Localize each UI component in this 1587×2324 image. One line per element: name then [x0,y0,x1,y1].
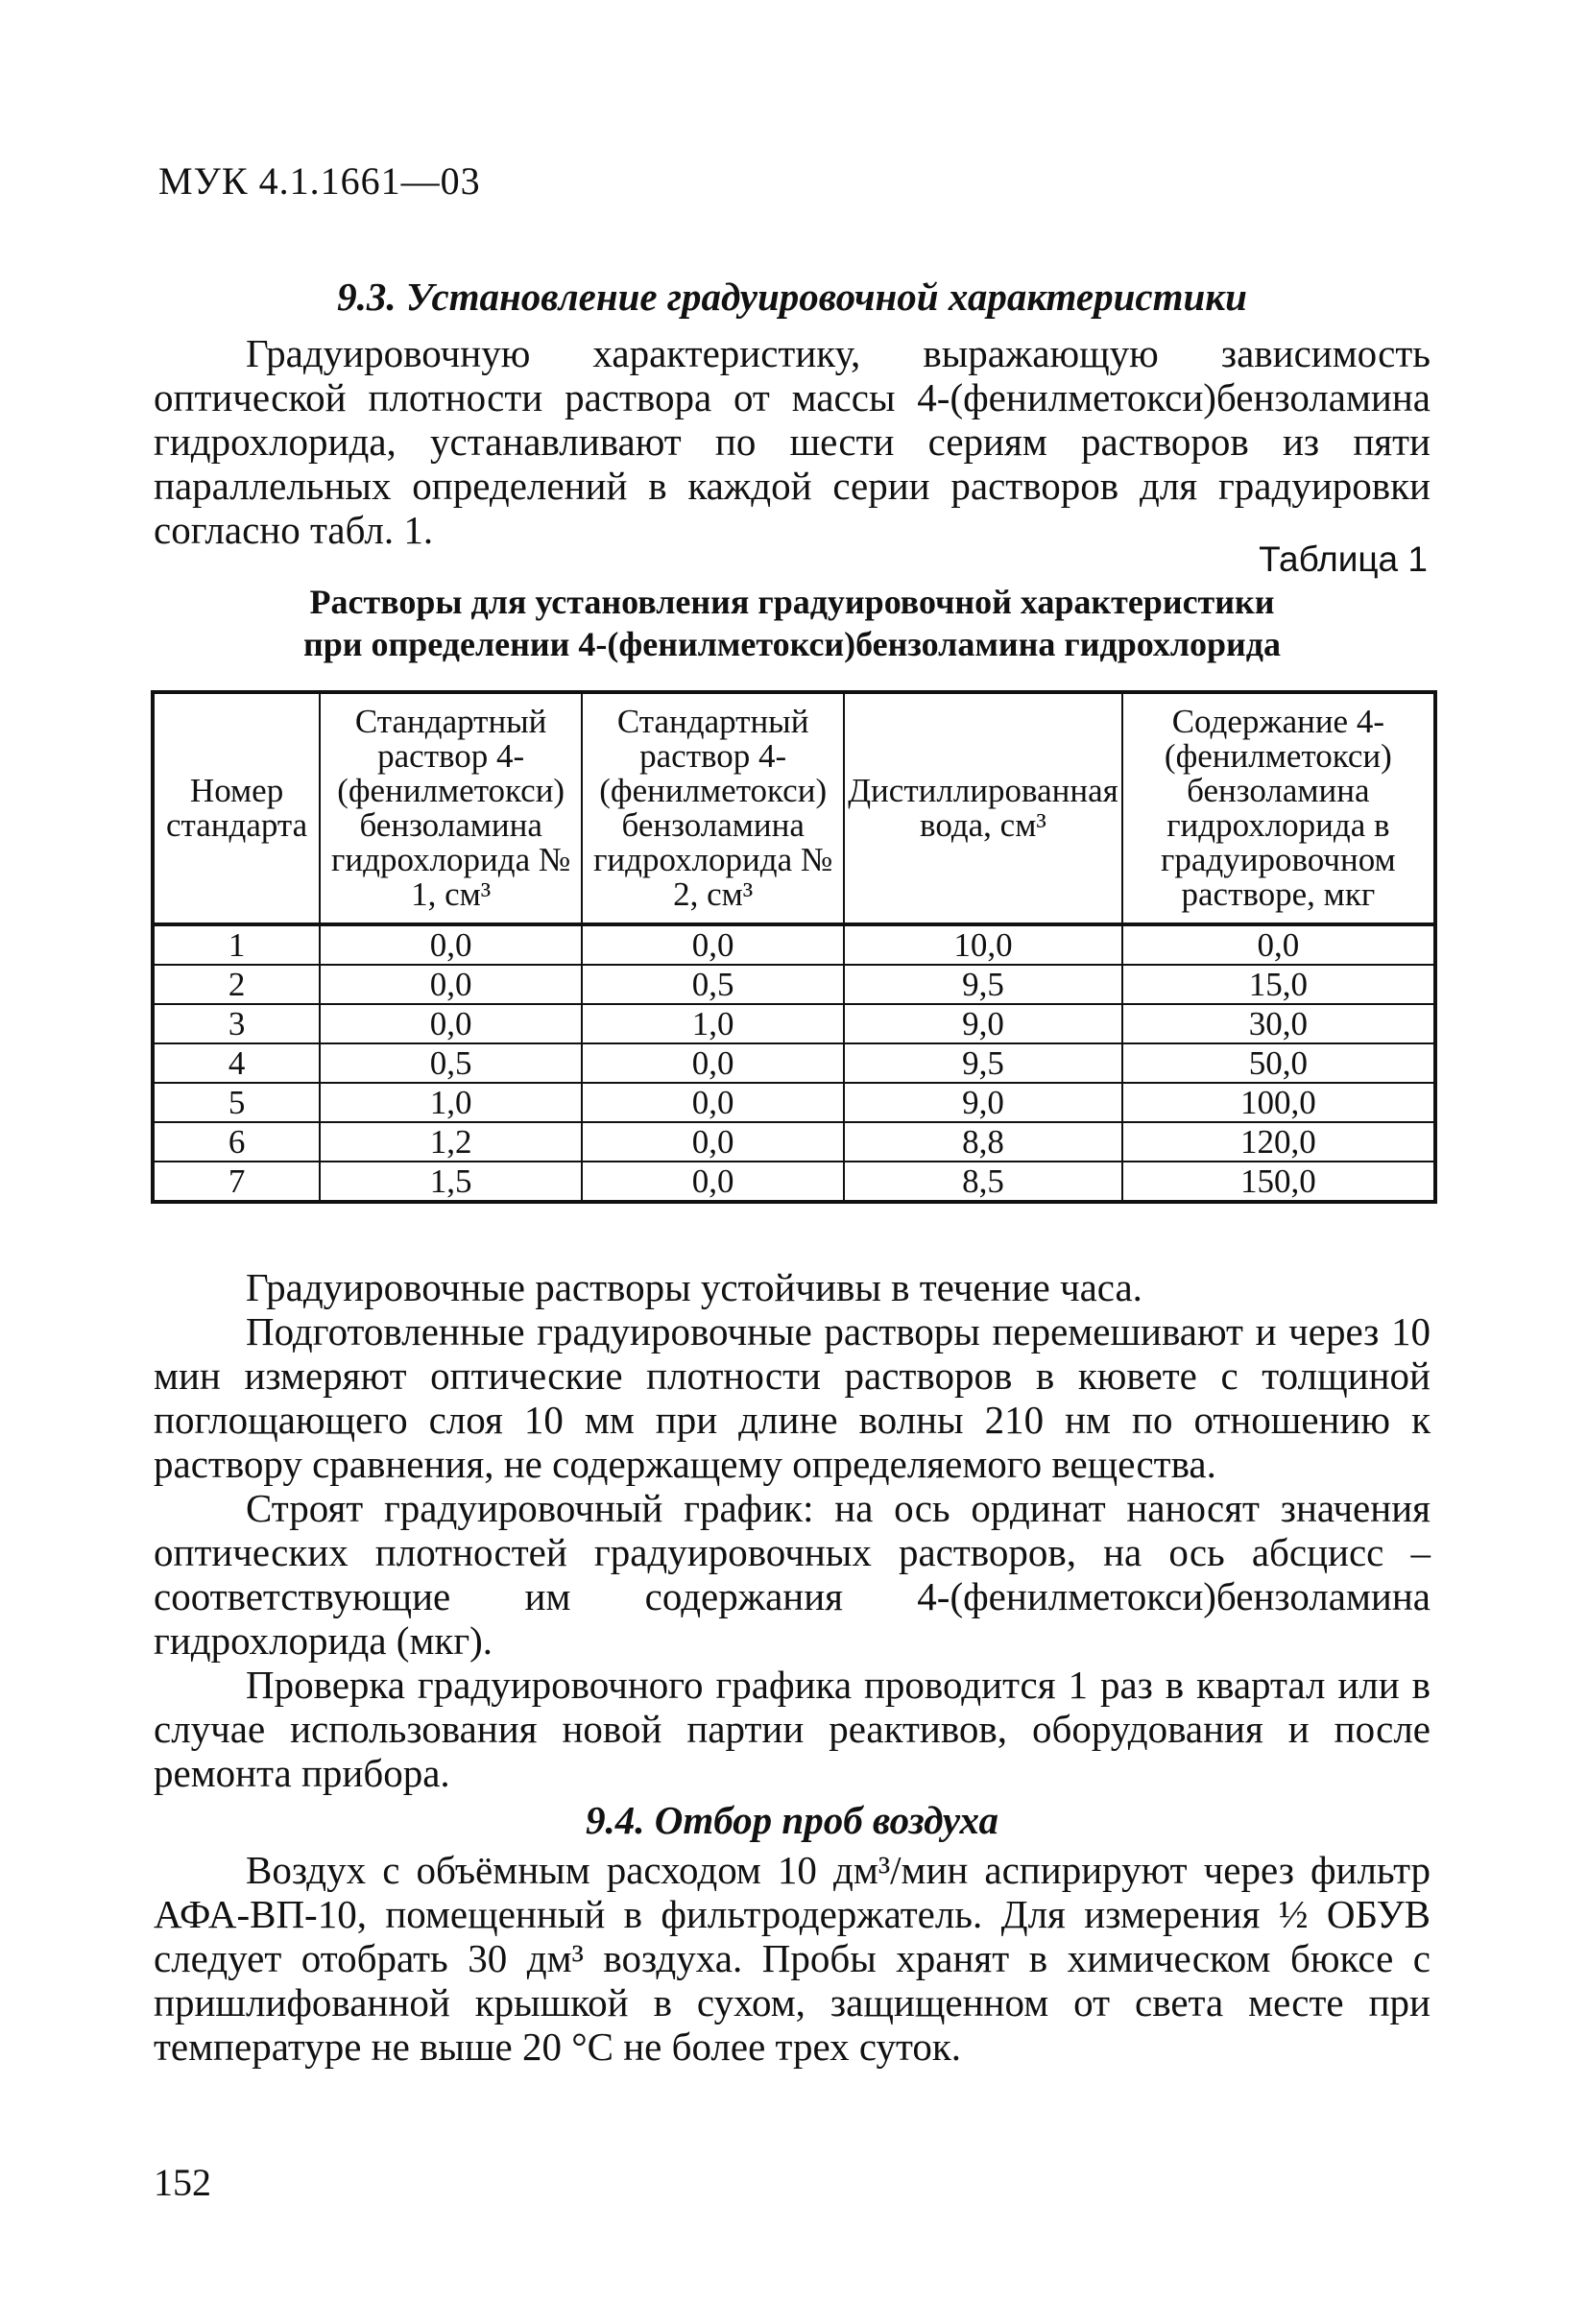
section-9-3-paragraph: Градуировочную характеристику, выражающую зависимость оптической плотности раствора от массы 4-(фенилметокси)бензоламина гидрохлорида, устанавливают по шести сериям растворов из пяти параллельных определений в каждой серии растворов для градуировки согласно табл. 1. [154,331,1431,552]
header-distilled-water: Дистиллированная вода, см³ [844,692,1122,924]
cell-solution-1: 1,2 [320,1122,582,1162]
table-row [153,1162,1435,1202]
cell-solution-1: 0,0 [320,924,582,965]
calibration-graph-paragraph: Строят градуировочный график: на ось ординат наносят значения оптических плотностей градуировочных растворов, на ось абсцисс – соответствующие им содержания 4-(фенилметокси)бензоламина гидрохлорида (мкг). [154,1486,1431,1663]
table-label: Таблица 1 [1259,539,1428,579]
cell-solution-1: 0,0 [320,965,582,1004]
cell-solution-2: 0,0 [582,1122,844,1162]
header-standard-number: Номер стандарта [153,692,320,924]
section-9-3-heading: 9.3. Установление градуировочной характеристики [337,275,1247,319]
table-row [153,965,1435,1004]
table-row [153,1122,1435,1162]
document-code: МУК 4.1.1661—03 [158,159,481,203]
measurement-paragraph: Подготовленные градуировочные растворы перемешивают и через 10 мин измеряют оптические плотности растворов в кювете с толщиной поглощающего слоя 10 мм при длине волны 210 нм по отношению к раствору сравнения, не содержащему определяемого вещества. [154,1309,1431,1486]
header-standard-solution-1: Стандартный раствор 4-(фенилметокси) бензоламина гидрохлорида № 1, см³ [320,692,582,924]
table-caption-line-1: Растворы для установления градуировочной характеристики [309,583,1275,621]
table-row [153,1004,1435,1043]
cell-water: 8,8 [844,1122,1122,1162]
cell-water: 8,5 [844,1162,1122,1202]
cell-content: 50,0 [1122,1043,1435,1083]
header-standard-solution-2: Стандартный раствор 4-(фенилметокси) бензоламина гидрохлорида № 2, см³ [582,692,844,924]
header-content: Содержание 4-(фенилметокси) бензоламина гидрохлорида в градуировочном растворе, мкг [1122,692,1435,924]
cell-standard-number: 1 [153,924,320,965]
cell-solution-1: 1,0 [320,1083,582,1122]
graph-check-paragraph: Проверка градуировочного графика проводится 1 раз в квартал или в случае использования новой партии реактивов, оборудования и после ремонта прибора. [154,1663,1431,1795]
calibration-table [151,690,1437,1204]
cell-standard-number: 3 [153,1004,320,1043]
cell-content: 30,0 [1122,1004,1435,1043]
table-row [153,1043,1435,1083]
cell-standard-number: 4 [153,1043,320,1083]
table-row [153,924,1435,965]
cell-solution-2: 0,0 [582,924,844,965]
cell-solution-1: 0,5 [320,1043,582,1083]
cell-solution-1: 0,0 [320,1004,582,1043]
cell-content: 15,0 [1122,965,1435,1004]
cell-water: 9,0 [844,1083,1122,1122]
section-9-4-paragraph: Воздух с объёмным расходом 10 дм³/мин аспирируют через фильтр АФА-ВП-10, помещенный в фильтродержатель. Для измерения ½ ОБУВ следует отобрать 30 дм³ воздуха. Пробы хранят в химическом бюксе с пришлифованной крышкой в сухом, защищенном от света месте при температуре не выше 20 °С не более трех суток. [154,1848,1431,2069]
table-caption [154,581,1431,665]
cell-content: 150,0 [1122,1162,1435,1202]
table-header-row [153,692,1435,924]
cell-water: 9,5 [844,1043,1122,1083]
cell-content: 120,0 [1122,1122,1435,1162]
cell-solution-2: 1,0 [582,1004,844,1043]
section-9-4-heading: 9.4. Отбор проб воздуха [585,1798,999,1842]
cell-solution-2: 0,0 [582,1043,844,1083]
cell-content: 0,0 [1122,924,1435,965]
cell-water: 9,5 [844,965,1122,1004]
cell-water: 9,0 [844,1004,1122,1043]
cell-standard-number: 6 [153,1122,320,1162]
cell-standard-number: 5 [153,1083,320,1122]
cell-solution-2: 0,0 [582,1162,844,1202]
cell-water: 10,0 [844,924,1122,965]
table-caption-line-2: при определении 4-(фенилметокси)бензоламина гидрохлорида [302,625,1281,663]
stability-paragraph: Градуировочные растворы устойчивы в течение часа. [246,1265,1142,1309]
table-row [153,1083,1435,1122]
cell-standard-number: 2 [153,965,320,1004]
cell-solution-1: 1,5 [320,1162,582,1202]
cell-content: 100,0 [1122,1083,1435,1122]
cell-standard-number: 7 [153,1162,320,1202]
cell-solution-2: 0,0 [582,1083,844,1122]
page-number: 152 [154,2161,211,2204]
cell-solution-2: 0,5 [582,965,844,1004]
